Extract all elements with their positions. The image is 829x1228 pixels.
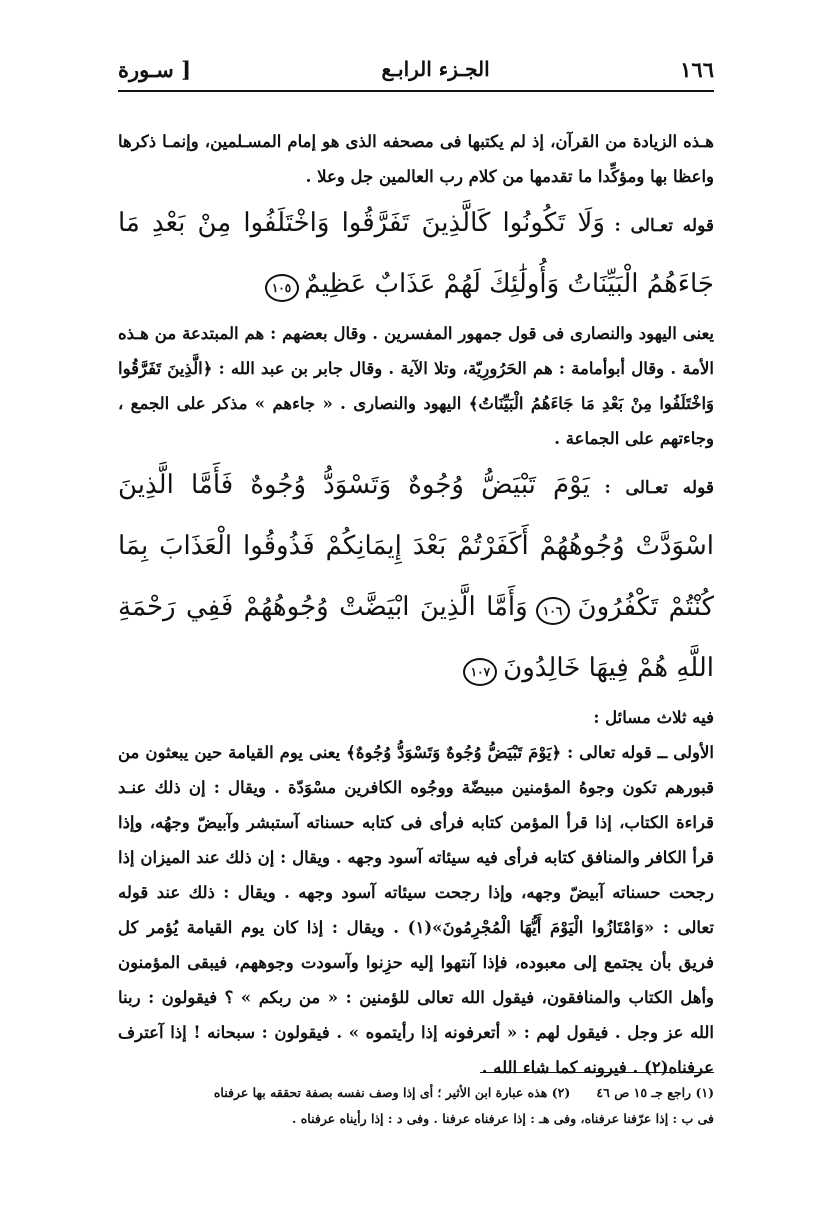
quran-verse: يَوْمَ تَبْيَضُّ وُجُوهٌ وَتَسْوَدُّ وُجُوهٌ فَأَمَّا الَّذِينَ اسْوَدَّتْ وُجُوهُهُمْ أَكَفَرْتُمْ بَعْدَ إِيمَانِكُمْ فَذُوقُوا الْعَذَابَ بِمَا كُنْتُمْ تَكْفُرُونَ [118, 470, 714, 622]
page-number: ١٦٦ [680, 56, 714, 82]
paragraph: الأولى ــ قوله تعالى : ﴿يَوْمَ تَبْيَضُّ وُجُوهٌ وَتَسْوَدُّ وُجُوهٌ﴾ يعنى يوم القيامة حين يبعثون من قبورهم تكون وجوهُ المؤمنين مبيضّة ووجُوه الكافرين مسْوَدّة . ويقال : إن ذلك عنـد قراءة الكتاب، إذا قرأ المؤمن كتابه فرأى فى كتابه حسناته آستبشر وآبيضّ وجهُه، وإذا قرأ الكافر والمنافق كتابه فرأى فيه سيئاته آسود وجهه . ويقال : إن ذلك عند الميزان إذا رجحت حسناته آبيضّ وجهه، وإذا رجحت سيئاته آسود وجهه . ويقال : ذلك عند قوله تعالى : «وَامْتَازُوا الْيَوْمَ أَيُّهَا الْمُجْرِمُونَ»(١) . ويقال : إذا كان يوم القيامة يُؤمر كل فريق بأن يجتمع إلى معبوده، فإذا آنتهوا إليه حزِنوا وآسودت وجوههم، فيبقى المؤمنون وأهل الكتاب والمنافقون، فيقول الله تعالى للؤمنين : « من ربكم » ؟ فيقولون : ربنا الله عز وجل . فيقول لهم : « أتعرفونه إذا رأيتموه » . فيقولون : سبحانه ! إذا آعترف عرفناه(٢) . فيرونه كما شاء الله . [118, 743, 714, 1077]
verse-number: ١٠٧ [463, 658, 497, 686]
footnote-rule [480, 1072, 714, 1073]
verse-block [118, 456, 714, 700]
paragraph: هـذه الزيادة من القرآن، إذ لم يكتبها فى مصحفه الذى هو إمام المسـلمين، وإنمـا ذكرها واعظا بها ومؤكِّدا ما تقدمها من كلام رب العالمين جل وعلا . [118, 132, 714, 186]
footnote-2: (٢) هذه عبارة ابن الأثير ؛ أى إذا وصف نفسه بصفة تحققه بها عرفناه [213, 1085, 571, 1100]
page-header [118, 52, 714, 86]
footnote-line [118, 1080, 714, 1106]
part-title: الجـزء الرابـع [381, 57, 490, 81]
verse-number: ١٠٥ [265, 274, 299, 302]
quran-verse: وَلَا تَكُونُوا كَالَّذِينَ تَفَرَّقُوا وَاخْتَلَفُوا مِنْ بَعْدِ مَا جَاءَهُمُ الْبَيِّنَاتُ وَأُولَٰئِكَ لَهُمْ عَذَابٌ عَظِيمٌ [118, 208, 714, 299]
footnote-continuation: فى ب : إذا عرّفنا عرفناه، وفى هـ : إذا عرفناه عرفنا . وفى د : إذا رأيناه عرفناه . [292, 1111, 714, 1126]
footnote-1: (١) راجع جـ ١٥ ص ٤٦ [596, 1085, 714, 1100]
verse-block [118, 194, 714, 316]
header-rule [118, 90, 714, 92]
quran-verse: وَأَمَّا الَّذِينَ ابْيَضَّتْ وُجُوهُهُمْ فَفِي رَحْمَةِ اللَّهِ هُمْ فِيهَا خَالِدُونَ [118, 592, 714, 683]
section-heading: فيه ثلاث مسائل : [593, 708, 714, 727]
page-body [118, 124, 714, 1085]
verse-label: قوله تعـالى : [604, 478, 714, 498]
verse-label: قوله تعـالى : [614, 216, 715, 236]
surah-title: [ سـورة [118, 56, 192, 82]
paragraph: يعنى اليهود والنصارى فى قول جمهور المفسرين . وقال بعضهم : هم المبتدعة من هـذه الأمة . وقال أبوأمامة : هم الحَرُورِيّة، وتلا الآية . وقال جابر بن عبد الله : ﴿الَّذِينَ تَفَرَّقُوا وَاخْتَلَفُوا مِنْ بَعْدِ مَا جَاءَهُمُ الْبَيِّنَاتُ﴾ اليهود والنصارى . « جاءهم » مذكر على الجمع ، وجاءتهم على الجماعة . [118, 324, 714, 448]
verse-number: ١٠٦ [536, 597, 570, 625]
footnotes [118, 1080, 714, 1132]
